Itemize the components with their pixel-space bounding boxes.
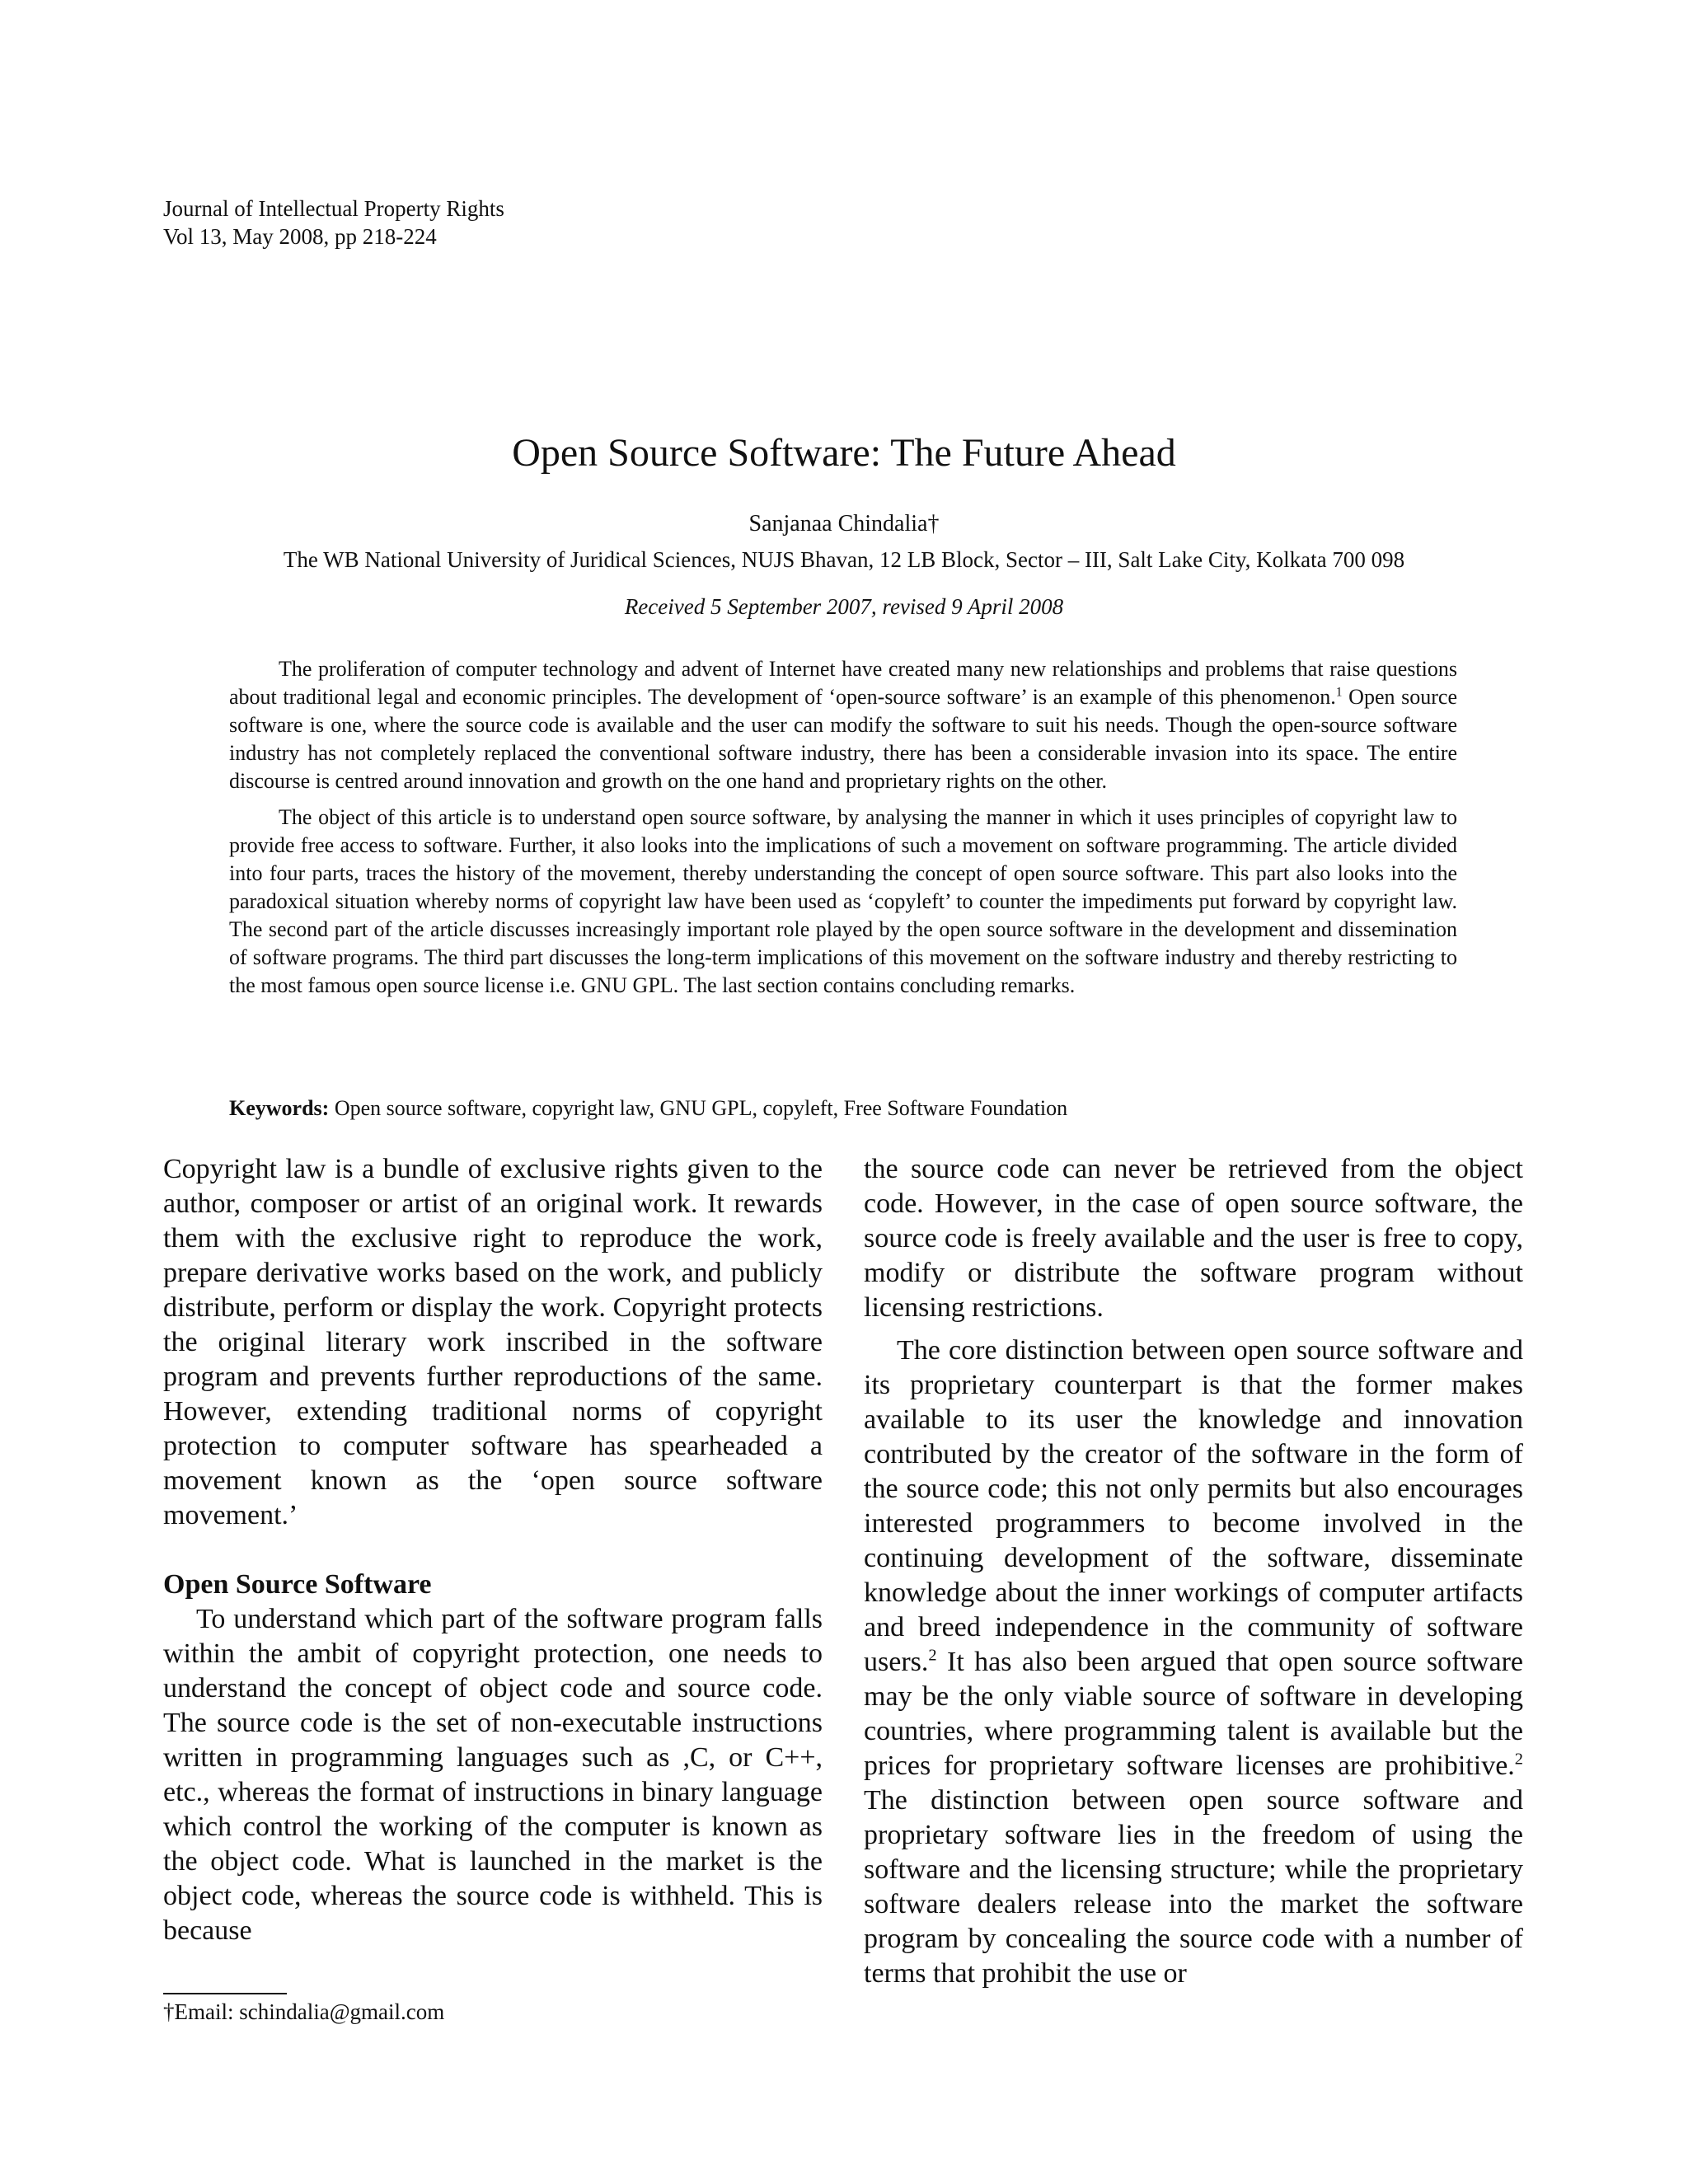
article-author: Sanjanaa Chindalia†	[748, 511, 940, 537]
abstract-p1-text-b: Open source software is one, where the source code is available and the user can modify the software to suit his needs. Though the open-source software industry has not completely replaced the conventional software industry, there has been a considerable invasion into its space. The entire discourse is centred around innovation and growth on the one hand and proprietary rights on the other.	[229, 685, 1457, 793]
footnote-email: †Email: schindalia@gmail.com	[163, 1999, 445, 2024]
abstract-p1-text-a: The proliferation of computer technology and advent of Internet have created many new relationships and problems that raise questions about traditional legal and economic principles. The development of ‘open-source software’ is an example of this phenomenon.	[229, 657, 1457, 709]
received-date: Received 5 September 2007, revised 9 April 2008	[624, 594, 1064, 619]
abstract-paragraph-2: The object of this article is to understand open source software, by analysing the manner in which it uses principles of copyright law to provide free access to software. Further, it also looks into the implications of such a movement on software programming. The article divided into four parts, traces the history of the movement, thereby understanding the concept of open source software. This part also looks into the paradoxical situation whereby norms of copyright law have been used as ‘copyleft’ to counter the impediments put forward by copyright law. The second part of the article discusses increasingly important role played by the open source software in the development and dissemination of software programs. The third part discusses the long-term implications of this movement on the software industry and thereby restricting to the most famous open source license i.e. GNU GPL. The last section contains concluding remarks.	[229, 805, 1457, 997]
body-column-right	[864, 1152, 1523, 1991]
journal-volume: Vol 13, May 2008, pp 218-224	[163, 224, 437, 249]
distinction-text-b: It has also been argued that open source software may be the only viable source of software in developing countries, where programming talent is available but the prices for proprietary software licenses are prohibitive.	[864, 1647, 1523, 1781]
section-heading: Open Source Software	[163, 1569, 432, 1600]
article-title: Open Source Software: The Future Ahead	[512, 431, 1176, 475]
keywords-label: Keywords:	[229, 1096, 330, 1120]
keywords-text: Open source software, copyright law, GNU GPL, copyleft, Free Software Foundation	[329, 1096, 1068, 1120]
intro-paragraph: Copyright law is a bundle of exclusive rights given to the author, composer or artist of an original work. It rewards them with the exclusive right to reproduce the work, prepare derivative works based on the work, and publicly distribute, perform or display the work. Copyright protects the original literary work inscribed in the software program and prevents further reproductions of the same. However, extending traditional norms of copyright protection to computer software has spearheaded a movement known as the ‘open source software movement.’	[163, 1154, 823, 1530]
keywords	[229, 1094, 1457, 1122]
continued-paragraph: the source code can never be retrieved from the object code. However, in the case of open source software, the source code is freely available and the user is free to copy, modify or distribute the software program without licensing restrictions.	[864, 1154, 1523, 1323]
body-column-left	[163, 1152, 823, 1948]
footnote-ref-2a: 2	[928, 1646, 937, 1665]
distinction-paragraph	[864, 1333, 1523, 1991]
section-paragraph: To understand which part of the software program falls within the ambit of copyright protection, one needs to understand the concept of object code and source code. The source code is the set of non-executable instructions written in programming languages such as ,C, or C++, etc., whereas the format of instructions in binary language which control the working of the computer is known as the object code. What is launched in the market is the object code, whereas the source code is withheld. This is because	[163, 1604, 823, 1946]
footnote-ref-2b: 2	[1514, 1750, 1523, 1769]
journal-name: Journal of Intellectual Property Rights	[163, 196, 504, 221]
distinction-text-a: The core distinction between open source software and its proprietary counterpart is that the former makes available to its user the knowledge and innovation contributed by the creator of the software in the form of the source code; this not only permits but also encourages interested programmers to become involved in the continuing development of the software, disseminate knowledge about the inner workings of computer artifacts and breed independence in the community of software users.	[864, 1335, 1523, 1677]
abstract-paragraph-1	[229, 655, 1457, 795]
author-affiliation: The WB National University of Juridical Sciences, NUJS Bhavan, 12 LB Block, Sector – III, Salt Lake City, Kolkata 700 098	[283, 547, 1405, 572]
abstract	[229, 655, 1457, 1008]
footnote-ref-1: 1	[1335, 685, 1343, 700]
footnote-divider	[163, 1993, 287, 1994]
journal-header	[163, 194, 504, 251]
distinction-text-c: The distinction between open source software and proprietary software lies in the freedom of using the software and the licensing structure; while the proprietary software dealers release into the market the software program by concealing the source code with a number of terms that prohibit the use or	[864, 1785, 1523, 1989]
